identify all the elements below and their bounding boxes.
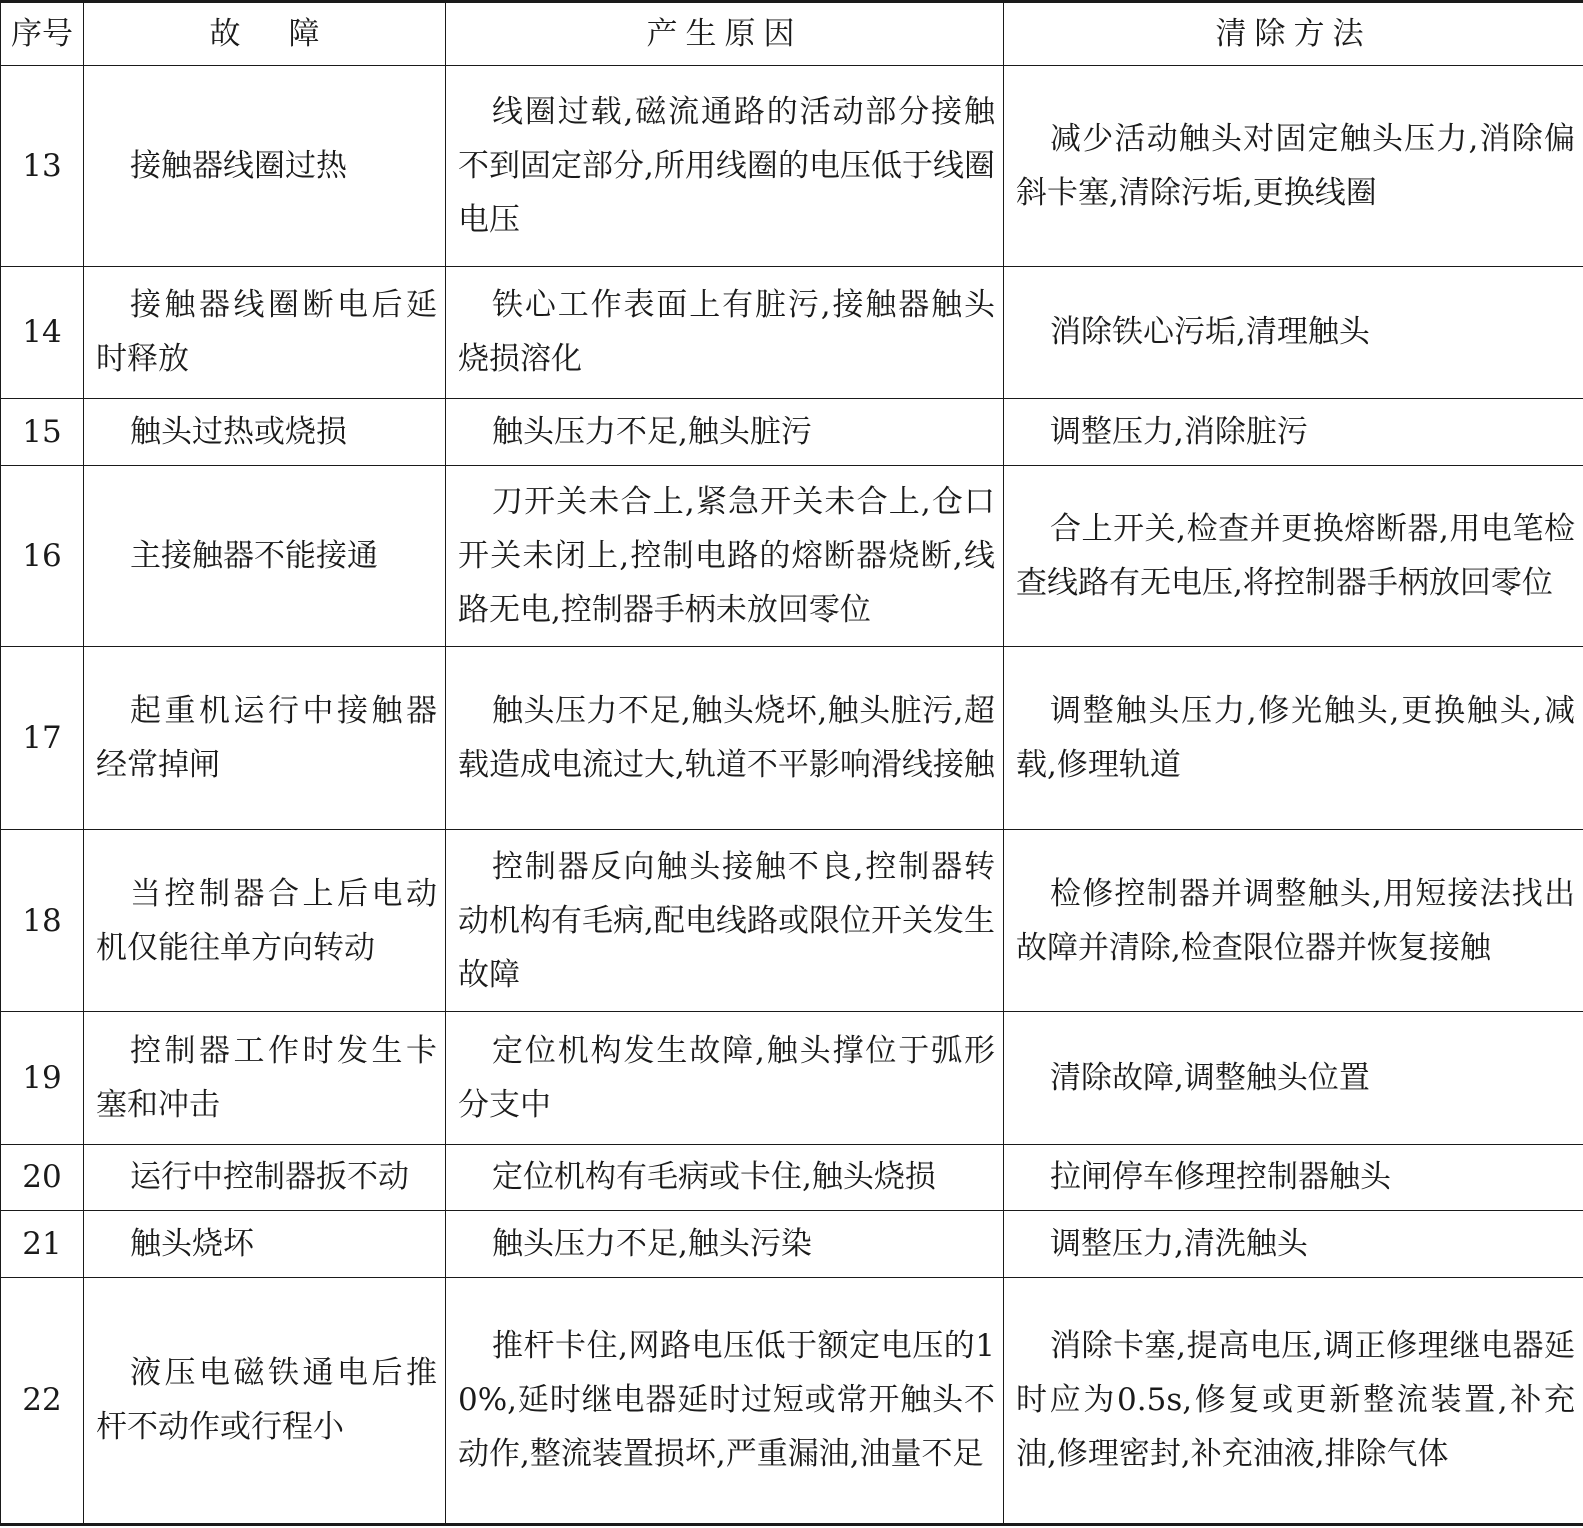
cause-cell: 推杆卡住,网路电压低于额定电压的10%,延时继电器延时过短或常开触头不动作,整流装置损坏,严重漏油,油量不足 (446, 1277, 1004, 1524)
header-row (1, 2, 1583, 66)
row-number: 18 (1, 829, 84, 1012)
fault-cell: 触头过热或烧损 (84, 398, 446, 465)
fix-cell: 合上开关,检查并更换熔断器,用电笔检查线路有无电压,将控制器手柄放回零位 (1004, 465, 1583, 647)
table-header (1, 2, 1583, 66)
fix-cell: 消除铁心污垢,清理触头 (1004, 266, 1583, 398)
cause-cell: 定位机构发生故障,触头撑位于弧形分支中 (446, 1012, 1004, 1144)
header-no: 序号 (1, 2, 84, 66)
cause-cell: 控制器反向触头接触不良,控制器转动机构有毛病,配电线路或限位开关发生故障 (446, 829, 1004, 1012)
cause-cell: 定位机构有毛病或卡住,触头烧损 (446, 1144, 1004, 1211)
cause-cell: 线圈过载,磁流通路的活动部分接触不到固定部分,所用线圈的电压低于线圈电压 (446, 66, 1004, 267)
fault-cell: 接触器线圈过热 (84, 66, 446, 267)
row-number: 17 (1, 647, 84, 830)
table-row (1, 66, 1583, 267)
row-number: 15 (1, 398, 84, 465)
row-number: 22 (1, 1277, 84, 1524)
fault-cell: 起重机运行中接触器经常掉闸 (84, 647, 446, 830)
fix-cell: 检修控制器并调整触头,用短接法找出故障并清除,检查限位器并恢复接触 (1004, 829, 1583, 1012)
row-number: 21 (1, 1211, 84, 1278)
table-row (1, 647, 1583, 830)
table-row (1, 1144, 1583, 1211)
fix-cell: 清除故障,调整触头位置 (1004, 1012, 1583, 1144)
fix-cell: 拉闸停车修理控制器触头 (1004, 1144, 1583, 1211)
cause-cell: 触头压力不足,触头脏污 (446, 398, 1004, 465)
fix-cell: 调整触头压力,修光触头,更换触头,减载,修理轨道 (1004, 647, 1583, 830)
table-row (1, 1277, 1583, 1524)
row-number: 19 (1, 1012, 84, 1144)
fault-cell: 液压电磁铁通电后推杆不动作或行程小 (84, 1277, 446, 1524)
cause-cell: 铁心工作表面上有脏污,接触器触头烧损溶化 (446, 266, 1004, 398)
row-number: 13 (1, 66, 84, 267)
cause-cell: 触头压力不足,触头烧坏,触头脏污,超载造成电流过大,轨道不平影响滑线接触 (446, 647, 1004, 830)
fault-cell: 运行中控制器扳不动 (84, 1144, 446, 1211)
fault-cell: 主接触器不能接通 (84, 465, 446, 647)
fix-cell: 消除卡塞,提高电压,调正修理继电器延时应为0.5s,修复或更新整流装置,补充油,修理密封,补充油液,排除气体 (1004, 1277, 1583, 1524)
fault-cell: 控制器工作时发生卡塞和冲击 (84, 1012, 446, 1144)
table-row (1, 1211, 1583, 1278)
table-body (1, 66, 1583, 1525)
table-row (1, 829, 1583, 1012)
fault-cell: 触头烧坏 (84, 1211, 446, 1278)
fix-cell: 调整压力,清洗触头 (1004, 1211, 1583, 1278)
table-row (1, 398, 1583, 465)
header-cause: 产生原因 (446, 2, 1004, 66)
table-row (1, 1012, 1583, 1144)
cause-cell: 刀开关未合上,紧急开关未合上,仓口开关未闭上,控制电路的熔断器烧断,线路无电,控制器手柄未放回零位 (446, 465, 1004, 647)
row-number: 20 (1, 1144, 84, 1211)
row-number: 14 (1, 266, 84, 398)
fix-cell: 调整压力,消除脏污 (1004, 398, 1583, 465)
header-fix: 清除方法 (1004, 2, 1583, 66)
table-row (1, 266, 1583, 398)
fault-cell: 接触器线圈断电后延时释放 (84, 266, 446, 398)
fix-cell: 减少活动触头对固定触头压力,消除偏斜卡塞,清除污垢,更换线圈 (1004, 66, 1583, 267)
fault-cell: 当控制器合上后电动机仅能往单方向转动 (84, 829, 446, 1012)
cause-cell: 触头压力不足,触头污染 (446, 1211, 1004, 1278)
row-number: 16 (1, 465, 84, 647)
table-row (1, 465, 1583, 647)
header-fault: 故障 (84, 2, 446, 66)
